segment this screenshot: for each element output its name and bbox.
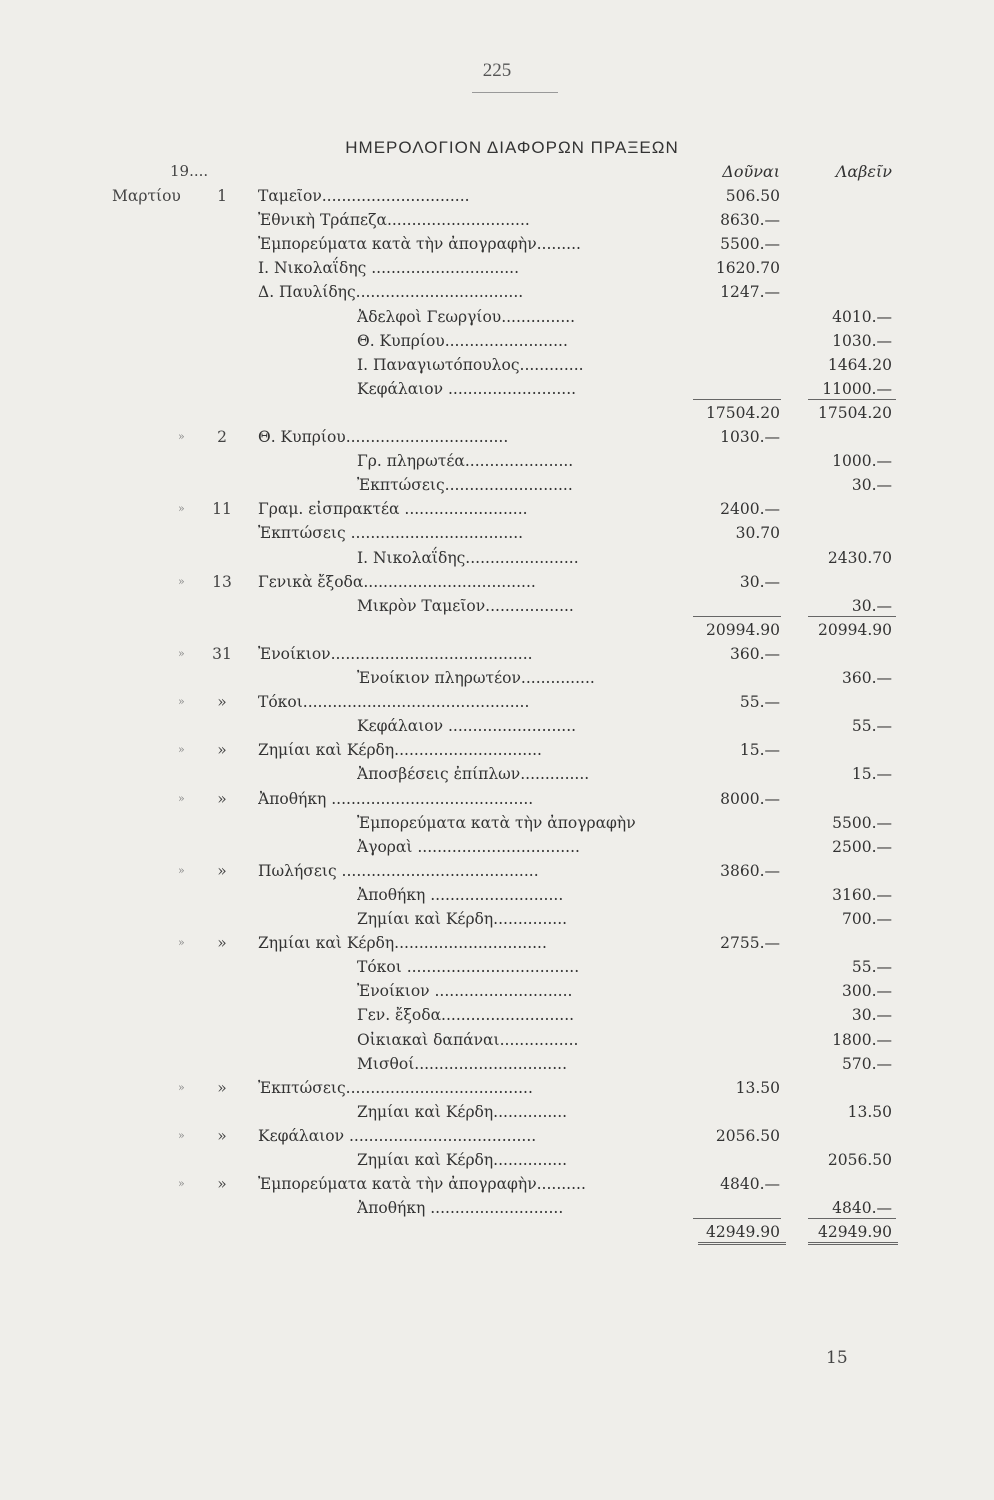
debit-amount: 30.70 [735, 524, 780, 542]
journal-row [0, 762, 994, 786]
credit-amount: 15.— [851, 765, 892, 783]
credit-amount: 55.— [851, 958, 892, 976]
credit-total-rule [808, 399, 896, 400]
total-row [0, 618, 994, 642]
entry-day: » [217, 1079, 227, 1097]
debit-account-name: Κεφάλαιον ...................................... [258, 1127, 537, 1145]
credit-account-name: Ἐκπτώσεις.......................... [357, 476, 573, 494]
debit-account-name: Ζημίαι καὶ Κέρδη.............................. [258, 741, 542, 759]
credit-amount: 5500.— [832, 814, 892, 832]
credit-account-name: Γεν. ἔξοδα........................... [357, 1006, 575, 1024]
journal-row [0, 521, 994, 545]
entry-day: » [217, 693, 227, 711]
debit-account-name: Γραμ. εἰσπρακτέα ......................... [258, 500, 528, 518]
credit-amount: 4010.— [832, 308, 892, 326]
credit-account-name: Ἀδελφοὶ Γεωργίου............... [357, 308, 576, 326]
credit-account-name: Ζημίαι καὶ Κέρδη............... [357, 1103, 568, 1121]
credit-amount: 570.— [841, 1055, 892, 1073]
journal-row [0, 907, 994, 931]
credit-amount: 42949.90 [818, 1223, 892, 1241]
ditto-mark: » [178, 430, 185, 443]
debit-account-name: Δ. Παυλίδης.................................. [258, 283, 524, 301]
debit-account-name: Γενικὰ ἔξοδα................................... [258, 573, 536, 591]
debit-account-name: Πωλήσεις ........................................ [258, 862, 539, 880]
ditto-mark: » [178, 1177, 185, 1190]
credit-account-name: Γρ. πληρωτέα...................... [357, 452, 574, 470]
journal-row [0, 787, 994, 811]
credit-amount: 30.— [851, 476, 892, 494]
total-row [0, 401, 994, 425]
journal-row [0, 738, 994, 762]
credit-account-name: Τόκοι ................................... [357, 958, 580, 976]
debit-amount: 360.— [729, 645, 780, 663]
credit-amount: 2430.70 [827, 549, 892, 567]
credit-amount: 1464.20 [827, 356, 892, 374]
credit-account-name: Οἰκιακαὶ δαπάναι................ [357, 1031, 579, 1049]
credit-amount: 300.— [841, 982, 892, 1000]
ditto-mark: » [178, 1081, 185, 1094]
journal-row [0, 473, 994, 497]
journal-row [0, 690, 994, 714]
credit-account-name: Ἐμπορεύματα κατὰ τὴν ἀπογραφὴν [357, 814, 636, 832]
debit-account-name: Ταμεῖον.............................. [258, 187, 470, 205]
credit-amount: 1030.— [832, 332, 892, 350]
signature-mark: 15 [826, 1348, 848, 1368]
journal-row [0, 955, 994, 979]
ditto-mark: » [178, 792, 185, 805]
credit-amount: 30.— [851, 1006, 892, 1024]
debit-amount: 55.— [739, 693, 780, 711]
credit-amount: 20994.90 [818, 621, 892, 639]
credit-account-name: Ἀποθήκη ........................... [357, 886, 564, 904]
journal-row [0, 353, 994, 377]
journal-row [0, 497, 994, 521]
page-number: 225 [482, 60, 512, 81]
debit-amount: 506.50 [725, 187, 780, 205]
debit-account-name: Ἀποθήκη ......................................... [258, 790, 534, 808]
journal-row [0, 1003, 994, 1027]
debit-total-rule [693, 1218, 781, 1219]
credit-account-name: Ι. Παναγιωτόπουλος............. [357, 356, 584, 374]
debit-amount: 4840.— [720, 1175, 780, 1193]
journal-row [0, 1148, 994, 1172]
credit-amount: 13.50 [847, 1103, 892, 1121]
credit-account-name: Ζημίαι καὶ Κέρδη............... [357, 910, 568, 928]
journal-row [0, 594, 994, 618]
credit-account-name: Μισθοί............................... [357, 1055, 568, 1073]
ditto-mark: » [178, 936, 185, 949]
journal-row [0, 546, 994, 570]
entry-day: 31 [212, 645, 232, 663]
entry-day: 13 [212, 573, 232, 591]
credit-account-name: Κεφάλαιον .......................... [357, 380, 577, 398]
credit-amount: 11000.— [822, 380, 892, 398]
credit-amount: 30.— [851, 597, 892, 615]
journal-row [0, 666, 994, 690]
debit-amount: 1030.— [720, 428, 780, 446]
debit-amount: 17504.20 [706, 404, 780, 422]
debit-amount: 30.— [739, 573, 780, 591]
credit-account-name: Ζημίαι καὶ Κέρδη............... [357, 1151, 568, 1169]
journal-row [0, 232, 994, 256]
credit-amount: 1000.— [832, 452, 892, 470]
journal-row [0, 184, 994, 208]
credit-amount: 2500.— [832, 838, 892, 856]
journal-row [0, 811, 994, 835]
debit-amount: 20994.90 [706, 621, 780, 639]
year-label: 19.... [170, 162, 209, 180]
journal-row [0, 1124, 994, 1148]
entry-day: » [217, 1175, 227, 1193]
credit-account-name: Ἐνοίκιον πληρωτέον............... [357, 669, 595, 687]
debit-amount: 1247.— [720, 283, 780, 301]
credit-account-name: Ἀποσβέσεις ἐπίπλων.............. [357, 765, 590, 783]
journal-row [0, 859, 994, 883]
debit-account-name: Ἐνοίκιον......................................... [258, 645, 533, 663]
credit-amount: 4840.— [832, 1199, 892, 1217]
ditto-mark: » [178, 1129, 185, 1142]
credit-account-name: Ἀγοραὶ ................................. [357, 838, 580, 856]
credit-account-name: Θ. Κυπρίου......................... [357, 332, 568, 350]
journal-row [0, 1052, 994, 1076]
journal-row [0, 377, 994, 401]
debit-account-name: Ἐκπτώσεις ................................... [258, 524, 524, 542]
debit-amount: 2755.— [720, 934, 780, 952]
debit-total-rule [693, 399, 781, 400]
journal-row [0, 1172, 994, 1196]
ditto-mark: » [178, 575, 185, 588]
debit-amount: 8630.— [720, 211, 780, 229]
debit-account-name: Ἐμπορεύματα κατὰ τὴν ἀπογραφὴν.......... [258, 1175, 586, 1193]
credit-total-rule [808, 616, 896, 617]
debit-amount: 42949.90 [706, 1223, 780, 1241]
credit-amount: 3160.— [832, 886, 892, 904]
credit-account-name: Ι. Νικολαΐδης....................... [357, 549, 579, 567]
journal-row [0, 979, 994, 1003]
journal-row [0, 1076, 994, 1100]
journal-row [0, 280, 994, 304]
total-row [0, 1220, 994, 1244]
entry-day: 2 [217, 428, 227, 446]
debit-amount: 15.— [739, 741, 780, 759]
credit-account-name: Μικρὸν Ταμεῖον.................. [357, 597, 574, 615]
entry-day: 1 [217, 187, 227, 205]
journal-row [0, 449, 994, 473]
debit-amount: 8000.— [720, 790, 780, 808]
journal-row [0, 714, 994, 738]
entry-month: Μαρτίου [112, 187, 181, 205]
journal-row [0, 305, 994, 329]
debit-amount: 3860.— [720, 862, 780, 880]
journal-row [0, 835, 994, 859]
journal-row [0, 570, 994, 594]
journal-row [0, 1100, 994, 1124]
credit-amount: 2056.50 [827, 1151, 892, 1169]
credit-account-name: Ἀποθήκη ........................... [357, 1199, 564, 1217]
ditto-mark: » [178, 743, 185, 756]
debit-account-name: Ζημίαι καὶ Κέρδη............................... [258, 934, 547, 952]
debit-amount: 2400.— [720, 500, 780, 518]
debit-amount: 1620.70 [715, 259, 780, 277]
debit-amount: 5500.— [720, 235, 780, 253]
ditto-mark: » [178, 695, 185, 708]
debit-account-name: Τόκοι.............................................. [258, 693, 530, 711]
entry-day: 11 [212, 500, 232, 518]
journal-row [0, 1196, 994, 1220]
debit-account-name: Ἐθνικὴ Τράπεζα............................. [258, 211, 530, 229]
credit-amount: 55.— [851, 717, 892, 735]
credit-total-rule [808, 1218, 896, 1219]
journal-row [0, 883, 994, 907]
journal-row [0, 642, 994, 666]
credit-amount: 360.— [841, 669, 892, 687]
debit-account-name: Ἐμπορεύματα κατὰ τὴν ἀπογραφὴν......... [258, 235, 581, 253]
ditto-mark: » [178, 864, 185, 877]
credit-account-name: Ἐνοίκιον ............................ [357, 982, 573, 1000]
journal-row [0, 256, 994, 280]
journal-row [0, 425, 994, 449]
debit-column-header: Δοῦναι [722, 162, 780, 181]
journal-row [0, 931, 994, 955]
credit-amount: 17504.20 [818, 404, 892, 422]
credit-amount: 1800.— [832, 1031, 892, 1049]
journal-row [0, 1028, 994, 1052]
debit-total-rule [693, 616, 781, 617]
debit-amount: 2056.50 [715, 1127, 780, 1145]
ditto-mark: » [178, 647, 185, 660]
entry-day: » [217, 862, 227, 880]
journal-row [0, 329, 994, 353]
debit-amount: 13.50 [735, 1079, 780, 1097]
debit-account-name: Θ. Κυπρίου................................. [258, 428, 509, 446]
journal-title: ΗΜΕΡΟΛΟΓΙΟΝ ΔΙΑΦΟΡΩΝ ΠΡΑΞΕΩΝ [345, 138, 679, 157]
credit-amount: 700.— [841, 910, 892, 928]
credit-column-header: Λαβεῖν [835, 162, 892, 181]
credit-account-name: Κεφάλαιον .......................... [357, 717, 577, 735]
entry-day: » [217, 741, 227, 759]
entry-day: » [217, 790, 227, 808]
ditto-mark: » [178, 502, 185, 515]
debit-account-name: Ἐκπτώσεις...................................... [258, 1079, 533, 1097]
debit-account-name: Ι. Νικολαΐδης .............................. [258, 259, 520, 277]
journal-row [0, 208, 994, 232]
entry-day: » [217, 934, 227, 952]
entry-day: » [217, 1127, 227, 1145]
